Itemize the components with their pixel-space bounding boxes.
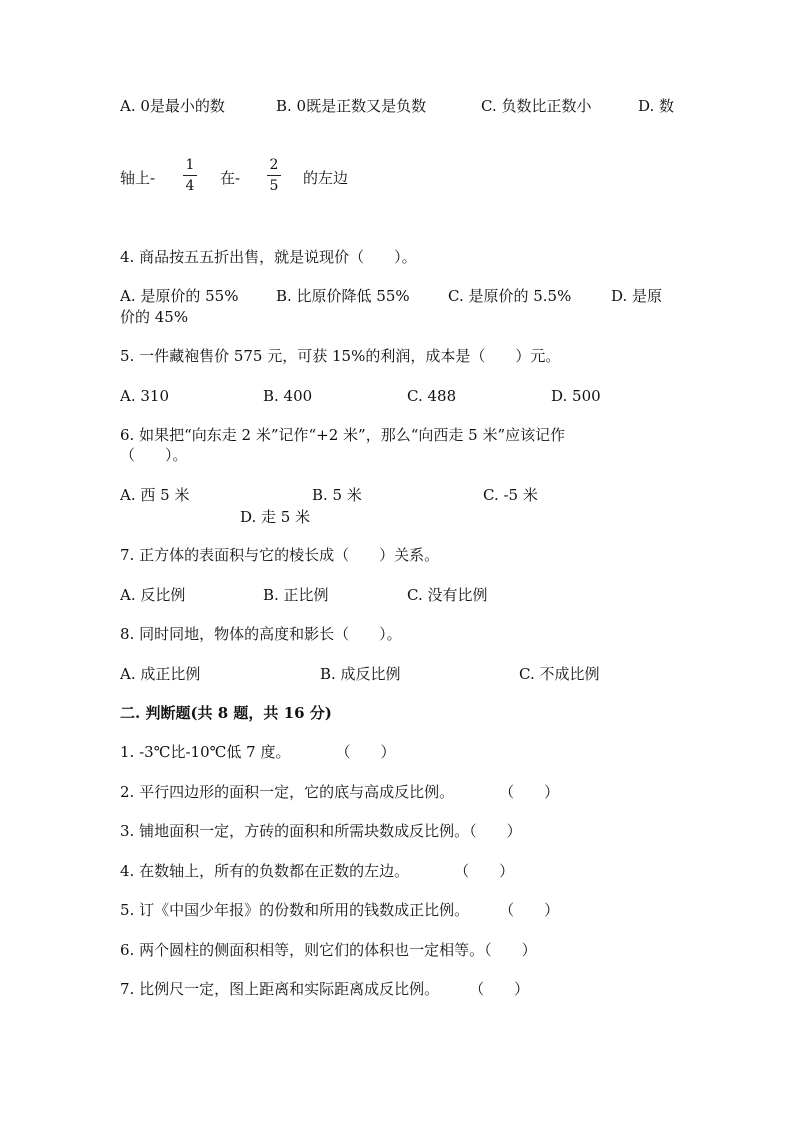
- q8-option-b: B. 成反比例: [320, 665, 401, 683]
- q3-option-d-prefix: 轴上-: [120, 169, 156, 187]
- fraction-2-denominator: 5: [269, 178, 279, 194]
- q3-fraction-2: [267, 157, 281, 194]
- fraction-2-numerator: 2: [269, 157, 279, 173]
- q3-option-d-part1: D. 数: [638, 97, 675, 115]
- q5-option-d: D. 500: [551, 387, 601, 405]
- q5-stem: 5. 一件藏袍售价 575 元，可获 15%的利润，成本是（ ）元。: [120, 347, 561, 365]
- q3-option-d-suffix: 的左边: [303, 169, 349, 187]
- q4-stem: 4. 商品按五五折出售，就是说现价（ ）。: [120, 248, 417, 266]
- section-2-title: 二. 判断题(共 8 题，共 16 分): [120, 704, 332, 722]
- q6-stem-line1: 6. 如果把“向东走 2 米”记作“+2 米”，那么“向西走 5 米”应该记作: [120, 426, 566, 444]
- q7-option-c: C. 没有比例: [407, 586, 488, 604]
- fraction-1-denominator: 4: [185, 178, 195, 194]
- q6-stem-line2: （ ）。: [120, 446, 188, 464]
- judge-item-1: 1. -3℃比-10℃低 7 度。 （ ）: [120, 743, 396, 761]
- judge-item-3: 3. 铺地面积一定，方砖的面积和所需块数成反比例。（ ）: [120, 822, 522, 840]
- q7-option-b: B. 正比例: [263, 586, 329, 604]
- q4-option-a: A. 是原价的 55%: [120, 287, 239, 305]
- q7-option-a: A. 反比例: [120, 586, 186, 604]
- q4-option-d-part1: D. 是原: [611, 287, 663, 305]
- q4-option-b: B. 比原价降低 55%: [276, 287, 410, 305]
- judge-item-5: 5. 订《中国少年报》的份数和所用的钱数成正比例。 （ ）: [120, 901, 560, 919]
- q8-stem: 8. 同时同地，物体的高度和影长（ ）。: [120, 625, 402, 643]
- q7-stem: 7. 正方体的表面积与它的棱长成（ ）关系。: [120, 546, 440, 564]
- q3-option-c: C. 负数比正数小: [481, 97, 592, 115]
- judge-item-4: 4. 在数轴上，所有的负数都在正数的左边。 （ ）: [120, 862, 515, 880]
- judge-item-7: 7. 比例尺一定，图上距离和实际距离成反比例。 （ ）: [120, 980, 530, 998]
- q4-option-d-part2: 价的 45%: [120, 308, 189, 326]
- judge-item-6: 6. 两个圆柱的侧面积相等，则它们的体积也一定相等。（ ）: [120, 941, 537, 959]
- q8-option-a: A. 成正比例: [120, 665, 201, 683]
- q6-option-d: D. 走 5 米: [240, 508, 311, 526]
- q3-fraction-1: [183, 157, 197, 194]
- q5-option-b: B. 400: [263, 387, 313, 405]
- q4-option-c: C. 是原价的 5.5%: [448, 287, 572, 305]
- fraction-1-numerator: 1: [185, 157, 195, 173]
- q6-option-c: C. -5 米: [483, 486, 538, 504]
- q6-option-b: B. 5 米: [312, 486, 362, 504]
- q5-option-a: A. 310: [120, 387, 169, 405]
- q8-option-c: C. 不成比例: [519, 665, 600, 683]
- q6-option-a: A. 西 5 米: [120, 486, 190, 504]
- q3-option-b: B. 0既是正数又是负数: [276, 97, 427, 115]
- judge-item-2: 2. 平行四边形的面积一定，它的底与高成反比例。 （ ）: [120, 783, 560, 801]
- q5-option-c: C. 488: [407, 387, 457, 405]
- q3-option-d-mid: 在-: [220, 169, 241, 187]
- q3-option-a: A. 0是最小的数: [120, 97, 225, 115]
